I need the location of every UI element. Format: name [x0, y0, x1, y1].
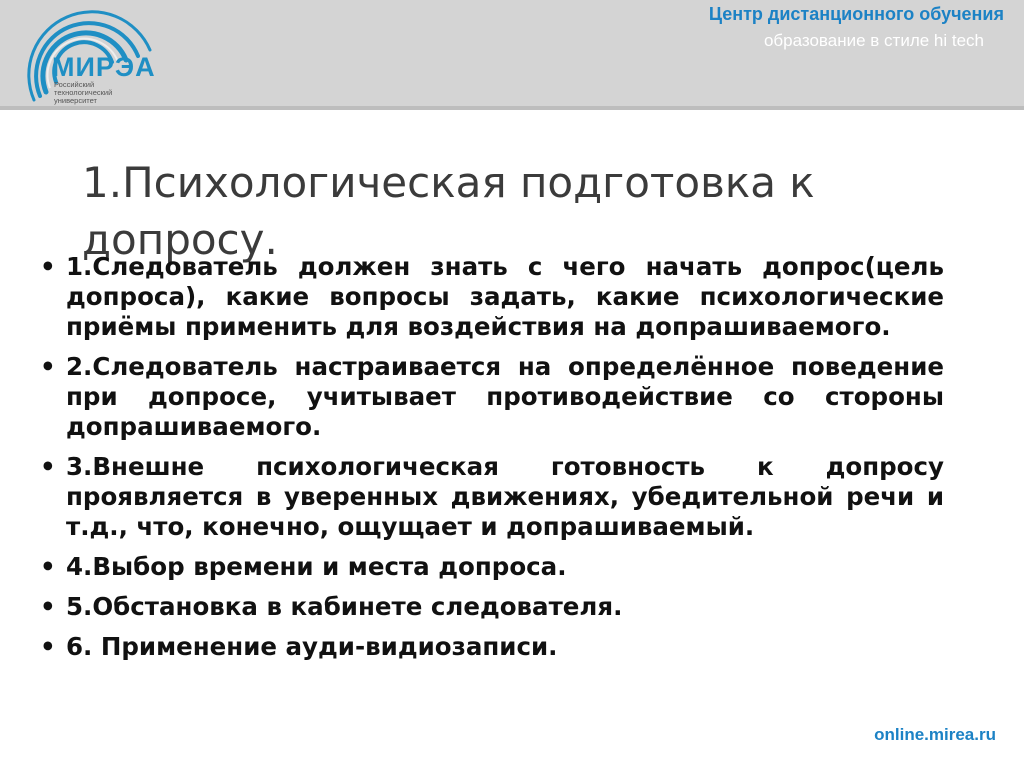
bullet-marker: • [40, 552, 56, 581]
bullet-text: 1.Следователь должен знать с чего начать допрос(цель допроса), какие вопросы задать, какие психологические приёмы применить для воздействия на допрашиваемого. [66, 252, 944, 341]
logo-wordmark: МИРЭА [52, 52, 156, 82]
bullet-item [40, 592, 944, 622]
logo-subtext: Российский технологический университет [54, 80, 113, 105]
bullet-marker: • [40, 632, 56, 661]
center-subtitle: образование в стиле hi tech [763, 31, 984, 50]
bullet-list [40, 252, 944, 672]
center-title: Центр дистанционного обучения [708, 4, 1004, 24]
footer-url: online.mirea.ru [874, 725, 996, 744]
bullet-item [40, 452, 944, 542]
slide-title: 1.Психологическая подготовка к допросу. [82, 158, 815, 265]
bullet-text: 3.Внешне психологическая готовность к допросу проявляется в уверенных движениях, убедительной речи и т.д., что, конечно, ощущает и допрашиваемый. [66, 452, 944, 541]
bullet-item [40, 552, 944, 582]
bullet-text: 2.Следователь настраивается на определённое поведение при допросе, учитывает противодействие со стороны допрашиваемого. [66, 352, 944, 441]
bullet-marker: • [40, 252, 56, 281]
mirea-logo [0, 0, 175, 112]
bullet-item [40, 632, 944, 662]
bullet-item [40, 252, 944, 342]
bullet-item [40, 352, 944, 442]
bullet-text: 6. Применение ауди-видиозаписи. [66, 632, 558, 661]
bullet-marker: • [40, 452, 56, 481]
bullet-text: 4.Выбор времени и места допроса. [66, 552, 567, 581]
bullet-marker: • [40, 352, 56, 381]
bullet-text: 5.Обстановка в кабинете следователя. [66, 592, 623, 621]
bullet-marker: • [40, 592, 56, 621]
